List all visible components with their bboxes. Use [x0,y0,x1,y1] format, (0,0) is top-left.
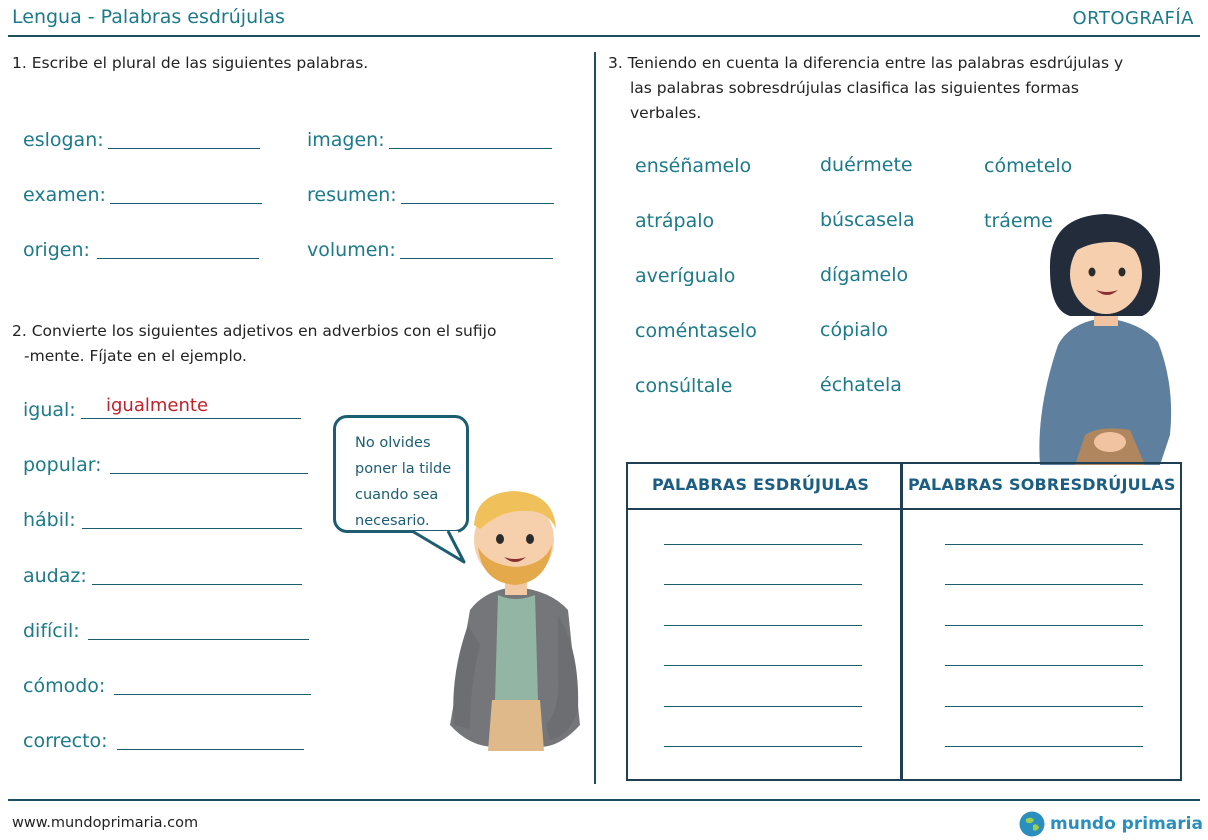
verb-word: duérmete [820,154,913,176]
answer-line[interactable] [114,694,311,695]
globe-icon [1018,810,1046,838]
footer-divider [8,799,1200,801]
verb-word: dígamelo [820,264,909,286]
table-header-sobresdrujulas: PALABRAS SOBRESDRÚJULAS [908,475,1176,494]
answer-line[interactable] [88,639,309,640]
verb-word: atrápalo [635,210,715,232]
answer-line[interactable] [401,203,554,204]
column-divider [594,52,596,784]
answer-line[interactable] [108,148,260,149]
word-volumen: volumen: [307,239,396,261]
mundo-primaria-logo [1018,810,1203,838]
word-examen: examen: [23,184,106,206]
answer-line[interactable] [110,203,262,204]
verb-word: enséñamelo [635,155,752,177]
verb-word: cómetelo [984,155,1073,177]
table-answer-line[interactable] [945,625,1143,626]
bubble-line: poner la tilde [355,461,452,477]
table-answer-line[interactable] [664,584,862,585]
section3-instruction: 3. Teniendo en cuenta la diferencia entre las palabras esdrújulas y [608,54,1124,72]
word-eslogan: eslogan: [23,129,104,151]
answer-line[interactable] [389,148,552,149]
table-answer-line[interactable] [664,746,862,747]
answer-line[interactable] [81,418,301,419]
word-imagen: imagen: [307,129,385,151]
word-dificil: difícil: [23,620,80,642]
word-comodo: cómodo: [23,675,106,697]
verb-word: averígualo [635,265,736,287]
table-answer-line[interactable] [945,706,1143,707]
answer-line[interactable] [97,258,259,259]
section2-instruction-cont: -mente. Fíjate en el ejemplo. [24,347,247,365]
page-title: Lengua - Palabras esdrújulas [12,6,285,28]
answer-line[interactable] [400,258,553,259]
logo-text: mundo primaria [1050,814,1203,834]
word-audaz: audaz: [23,565,87,587]
answer-line[interactable] [117,749,304,750]
verb-word: cópialo [820,319,888,341]
table-answer-line[interactable] [945,584,1143,585]
section3-instruction-cont: verbales. [630,104,702,122]
word-resumen: resumen: [307,184,397,206]
answer-line[interactable] [92,584,302,585]
section3-instruction-cont: las palabras sobresdrújulas clasifica las siguientes formas [630,79,1079,97]
verb-word: consúltale [635,375,733,397]
table-answer-line[interactable] [945,544,1143,545]
word-habil: hábil: [23,509,76,531]
table-answer-line[interactable] [945,746,1143,747]
footer-url[interactable]: www.mundoprimaria.com [12,815,199,831]
classification-table [626,462,1182,781]
word-origen: origen: [23,239,90,261]
bubble-line: cuando sea [355,487,439,503]
header-divider [8,35,1200,37]
section1-instruction: 1. Escribe el plural de las siguientes palabras. [12,54,369,72]
verb-word: coméntaselo [635,320,757,342]
example-answer: igualmente [106,395,209,416]
bubble-line: No olvides [355,435,431,451]
table-answer-line[interactable] [664,665,862,666]
word-popular: popular: [23,454,102,476]
answer-line[interactable] [82,528,302,529]
answer-line[interactable] [110,473,308,474]
table-answer-line[interactable] [664,544,862,545]
table-answer-line[interactable] [664,625,862,626]
verb-word: búscasela [820,209,915,231]
bubble-line: necesario. [355,513,430,529]
table-header-esdrujulas: PALABRAS ESDRÚJULAS [652,475,870,494]
woman-illustration [1030,210,1180,465]
table-answer-line[interactable] [664,706,862,707]
table-answer-line[interactable] [945,665,1143,666]
verb-word: tráeme [984,210,1053,232]
boy-illustration [440,485,590,765]
verb-word: échatela [820,374,902,396]
section2-instruction: 2. Convierte los siguientes adjetivos en adverbios con el sufijo [12,322,497,340]
table-column-divider [900,464,903,779]
subject-label: ORTOGRAFÍA [1072,8,1194,29]
word-correcto: correcto: [23,730,108,752]
word-igual: igual: [23,399,76,421]
